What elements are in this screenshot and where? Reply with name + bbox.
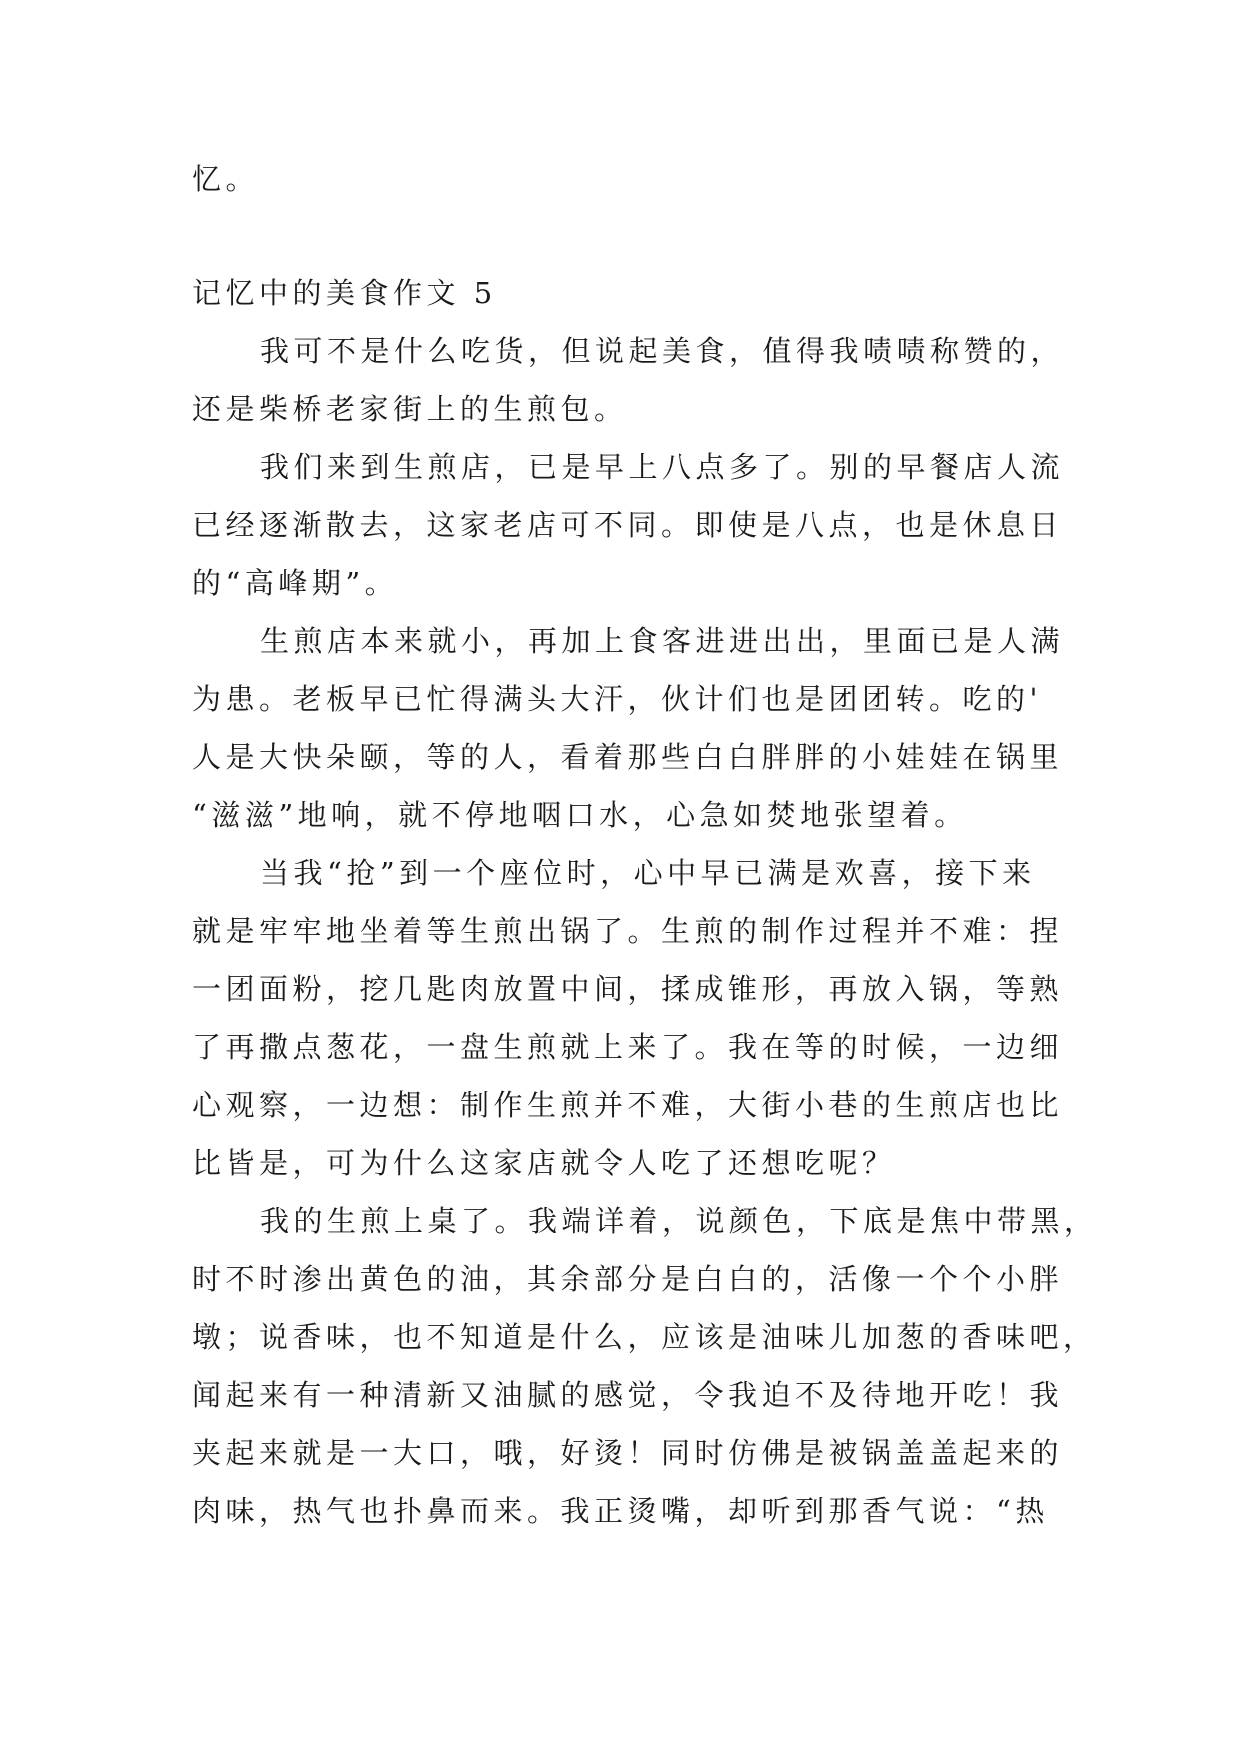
paragraph-line: 为患。老板早已忙得满头大汗，伙计们也是团团转。吃的' (192, 682, 1042, 716)
paragraph-line: 还是柴桥老家街上的生煎包。 (192, 392, 628, 426)
paragraph-line: 就是牢牢地坐着等生煎出锅了。生煎的制作过程并不难：捏 (192, 914, 1064, 948)
paragraph-line: “滋滋”地响，就不停地咽口水，心急如焚地张望着。 (192, 798, 968, 832)
paragraph-line: 夹起来就是一大口，哦，好烫！同时仿佛是被锅盖盖起来的 (192, 1436, 1064, 1470)
paragraph (192, 1192, 1098, 1540)
paragraph (192, 438, 1065, 612)
paragraph-line: 人是大快朵颐，等的人，看着那些白白胖胖的小娃娃在锅里 (192, 740, 1064, 774)
paragraph-line: 比皆是，可为什么这家店就令人吃了还想吃呢？ (192, 1146, 896, 1180)
paragraph-line: 我的生煎上桌了。我端详着，说颜色，下底是焦中带黑， (260, 1204, 1098, 1238)
paragraph-line: 心观察，一边想：制作生煎并不难，大街小巷的生煎店也比 (192, 1088, 1064, 1122)
paragraph-line: 我可不是什么吃货，但说起美食，值得我啧啧称赞的， (260, 334, 1065, 368)
paragraph-line: 已经逐渐散去，这家老店可不同。即使是八点，也是休息日 (192, 508, 1064, 542)
paragraph (192, 612, 1065, 844)
paragraph-line: 一团面粉，挖几匙肉放置中间，揉成锥形，再放入锅，等熟 (192, 972, 1064, 1006)
paragraph-line: 了再撒点葱花，一盘生煎就上来了。我在等的时候，一边细 (192, 1030, 1064, 1064)
paragraph-line: 的“高峰期”。 (192, 566, 399, 600)
paragraph-line: 时不时渗出黄色的油，其余部分是白白的，活像一个个小胖 (192, 1262, 1064, 1296)
document-body (192, 150, 1098, 1540)
paragraph-line: 墩；说香味，也不知道是什么，应该是油味儿加葱的香味吧， (192, 1320, 1097, 1354)
essay-title: 记忆中的美食作文 5 (192, 276, 497, 310)
paragraph-line: 当我“抢”到一个座位时，心中早已满是欢喜，接下来 (260, 856, 1036, 890)
continuation-text: 忆。 (192, 162, 260, 196)
paragraph-line: 我们来到生煎店，已是早上八点多了。别的早餐店人流 (260, 450, 1065, 484)
paragraph-line: 闻起来有一种清新又油腻的感觉，令我迫不及待地开吃！我 (192, 1378, 1064, 1412)
paragraph (192, 322, 1065, 438)
paragraph (192, 844, 1064, 1192)
paragraph-line: 肉味，热气也扑鼻而来。我正烫嘴，却听到那香气说：“热 (192, 1494, 1049, 1528)
paragraph-line: 生煎店本来就小，再加上食客进进出出，里面已是人满 (260, 624, 1065, 658)
